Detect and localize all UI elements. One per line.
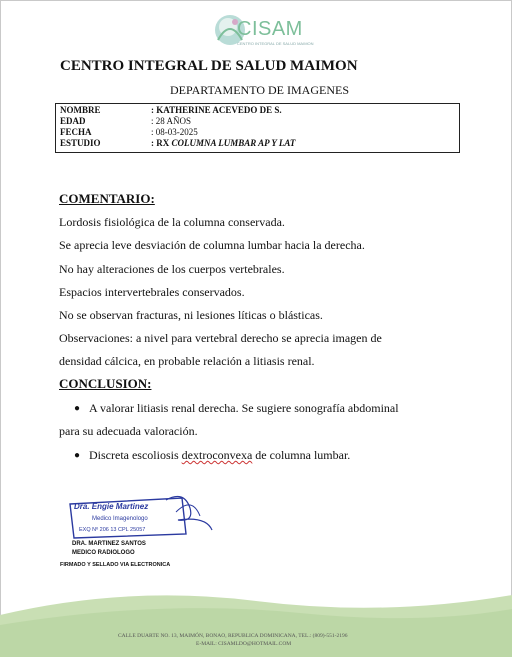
- comment-line: densidad cálcica, en probable relación a litiasis renal.: [59, 354, 315, 368]
- study-value: [151, 138, 295, 149]
- stamp-role: Medico Imagenologo: [92, 516, 148, 522]
- name-label: NOMBRE: [60, 105, 101, 115]
- conclusion-item-2-pre: Discreta escoliosis: [89, 448, 182, 462]
- date-label: FECHA: [60, 127, 92, 137]
- age-value: : 28 AÑOS: [151, 116, 192, 126]
- study-prefix: : RX: [151, 138, 170, 148]
- comment-line: No se observan fracturas, ni lesiones líticas o blásticas.: [59, 308, 323, 322]
- logo-tagline: CENTRO INTEGRAL DE SALUD MAIMON: [237, 41, 314, 46]
- conclusion-item-2-post: de columna lumbar.: [252, 448, 351, 462]
- stamp-name: Dra. Engie Martinez: [74, 502, 149, 511]
- study-name: COLUMNA LUMBAR AP Y LAT: [171, 138, 296, 148]
- department-title: DEPARTAMENTO DE IMAGENES: [170, 83, 349, 97]
- doctor-title: MEDICO RADIOLOGO: [72, 550, 135, 556]
- conclusion-item-2: [89, 448, 350, 463]
- conclusion-item-1-line-2: para su adecuada valoración.: [59, 424, 198, 438]
- bullet-icon: ●: [74, 403, 81, 414]
- patient-info-box: [55, 103, 460, 153]
- stamp-exequatur: EXQ Nº 206 13 CPL 25057: [79, 527, 146, 533]
- comment-line: Lordosis fisiológica de la columna conservada.: [59, 215, 285, 229]
- footer-address: CALLE DUARTE NO. 13, MAIMÓN, BONAO, REPUBLICA DOMINICANA, TEL.: (809)-551-2196: [118, 633, 348, 639]
- signature-note: FIRMADO Y SELLADO VIA ELECTRONICA: [60, 562, 171, 568]
- spellcheck-word: dextroconvexa: [181, 448, 253, 462]
- comment-heading: COMENTARIO:: [59, 191, 155, 206]
- study-label: ESTUDIO: [60, 138, 101, 148]
- comment-line: Se aprecia leve desviación de columna lumbar hacia la derecha.: [59, 238, 365, 252]
- bullet-icon: ●: [74, 450, 81, 461]
- date-value: : 08-03-2025: [151, 127, 198, 137]
- doctor-name: DRA. MARTINEZ SANTOS: [72, 541, 146, 547]
- comment-line: No hay alteraciones de los cuerpos vertebrales.: [59, 262, 285, 276]
- comment-line: Espacios intervertebrales conservados.: [59, 285, 245, 299]
- conclusion-item-1-line-1: A valorar litiasis renal derecha. Se sugiere sonografía abdominal: [89, 401, 399, 415]
- age-label: EDAD: [60, 116, 86, 126]
- logo-wordmark: CISAM: [237, 18, 303, 40]
- name-value: : KATHERINE ACEVEDO DE S.: [151, 105, 282, 115]
- clinic-title: CENTRO INTEGRAL DE SALUD MAIMON: [60, 58, 358, 74]
- comment-line: Observaciones: a nivel para vertebral derecho se aprecia imagen de: [59, 331, 382, 345]
- footer-email: E-MAIL: CISAMLDO@HOTMAIL.COM: [196, 641, 292, 647]
- conclusion-heading: CONCLUSION:: [59, 376, 152, 391]
